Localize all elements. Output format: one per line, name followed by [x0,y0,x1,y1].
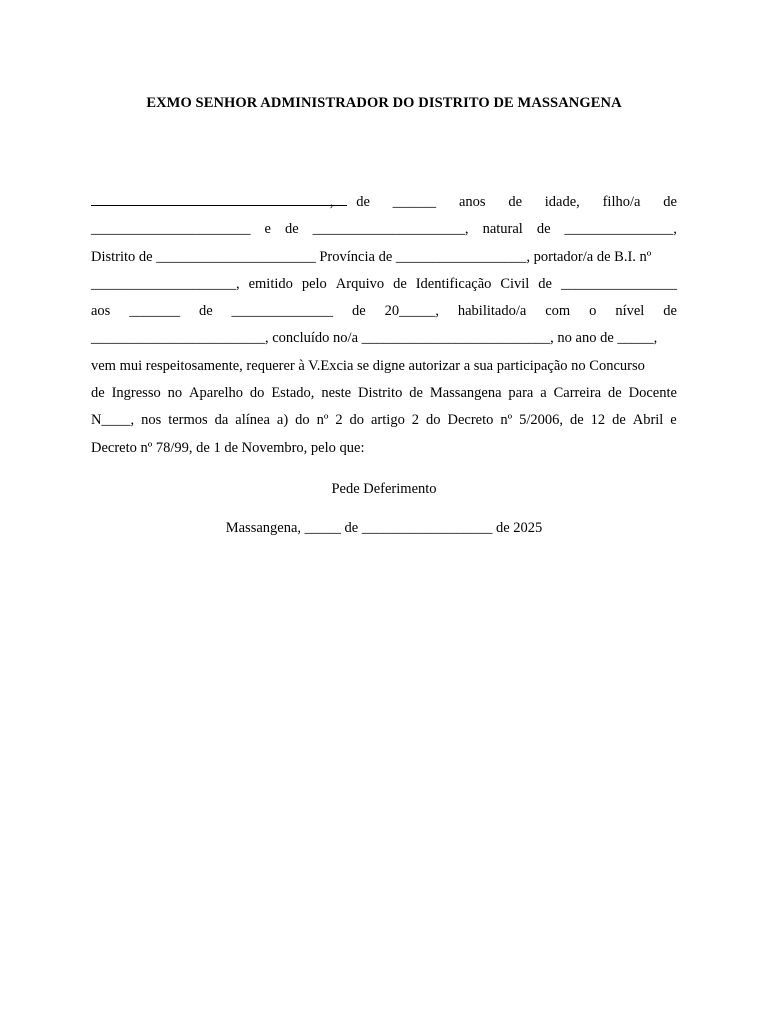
body-word: Abril [632,412,664,429]
body-word: _______ [129,303,181,320]
body-word: nível [615,303,645,320]
body-line [91,407,677,434]
body-line [91,380,677,407]
body-word: a) [276,412,289,429]
body-word: aos [91,303,111,320]
body-word: e [670,412,677,429]
body-word: ____________________, [91,275,240,292]
body-word: e [264,221,271,238]
body-word: Civil [500,275,530,292]
body-word: 5/2006, [519,412,563,429]
body-word: de [284,221,299,238]
body-word: do [426,412,441,429]
body-word: Estado, [271,385,315,402]
body-word: _____________________, [312,221,469,238]
body-word: ________________ [560,275,677,292]
body-word: _______________, [564,221,677,238]
body-word: , [329,194,334,210]
body-word: de [538,275,552,292]
body-line [91,435,677,462]
body-word: do [349,412,365,429]
body-word: Carreira [553,385,602,402]
body-word: 2 [335,412,343,429]
body-word: de [663,303,677,320]
body-word: o [589,303,597,320]
body-word: Distrito [358,385,403,402]
body-word: 20_____, [384,303,439,320]
body-word: de [356,194,370,210]
body-word: de [569,412,584,429]
body-word: nos [141,412,162,429]
body-word: alínea [235,412,270,429]
body-word: nº [316,412,329,429]
body-word: de [393,275,407,292]
name-blank-field [91,189,347,206]
body-word: de [409,385,423,402]
body-word: ________________________, concluído no/a __________________________, no ano de _____, [91,330,658,347]
body-word: Aparelho [189,385,243,402]
body-line [91,216,677,243]
body-word: ______ [392,194,437,210]
body-line [91,298,677,325]
body-line [91,353,677,380]
body-line [91,244,677,271]
body-word: emitido [248,275,293,292]
body-word: de [508,194,522,210]
body-word: de [198,303,213,320]
body-word: 2 [411,412,420,429]
body-word: com [545,303,571,320]
body-word: de [608,385,622,402]
body-word: Ingresso [111,385,161,402]
body-word: filho/a [602,194,641,210]
body-word: Docente [628,385,677,402]
body-word: do [295,412,310,429]
page-title: EXMO SENHOR ADMINISTRADOR DO DISTRITO DE MASSANGENA [146,95,622,111]
body-word: 12 [590,412,606,429]
body-word: Massangena [429,385,502,402]
body-word: a [540,385,547,402]
body-word: ______________________ [91,221,251,238]
body-word: N____, [91,412,135,429]
body-word: de [663,194,677,210]
body-line [91,189,677,216]
body-word: Identificação [415,275,492,292]
body-word: ______________ [231,303,334,320]
request-body [91,189,677,462]
body-word: termos [168,412,208,429]
body-line [91,325,677,352]
body-word: de [91,385,105,402]
closing-text: Pede Deferimento [331,481,437,497]
body-word: de [351,303,366,320]
body-word: do [249,385,265,402]
body-word: Distrito de ______________________ Província de __________________, portador/a de B.I. nº [91,248,652,265]
body-word: Decreto nº 78/99, de 1 de Novembro, pelo que: [91,439,365,456]
body-word: anos [458,194,486,210]
place-date-line: Massangena, _____ de __________________ de 2025 [225,520,543,536]
body-word: vem mui respeitosamente, requerer à V.Excia se digne autorizar a sua participação no Concurso [91,357,645,374]
body-word: pelo [301,275,327,292]
body-word: artigo [371,412,405,429]
body-word: para [508,385,534,402]
body-word: Decreto [447,412,494,429]
body-word: Arquivo [335,275,385,292]
body-word: da [214,412,229,429]
body-word: neste [321,385,352,402]
body-word: habilitado/a [457,303,527,320]
body-word: idade, [544,194,580,210]
body-word: natural [482,221,523,238]
body-word: nº [500,412,513,429]
body-word: no [167,385,183,402]
body-word: de [612,412,626,429]
body-line [91,271,677,298]
body-word: de [536,221,551,238]
